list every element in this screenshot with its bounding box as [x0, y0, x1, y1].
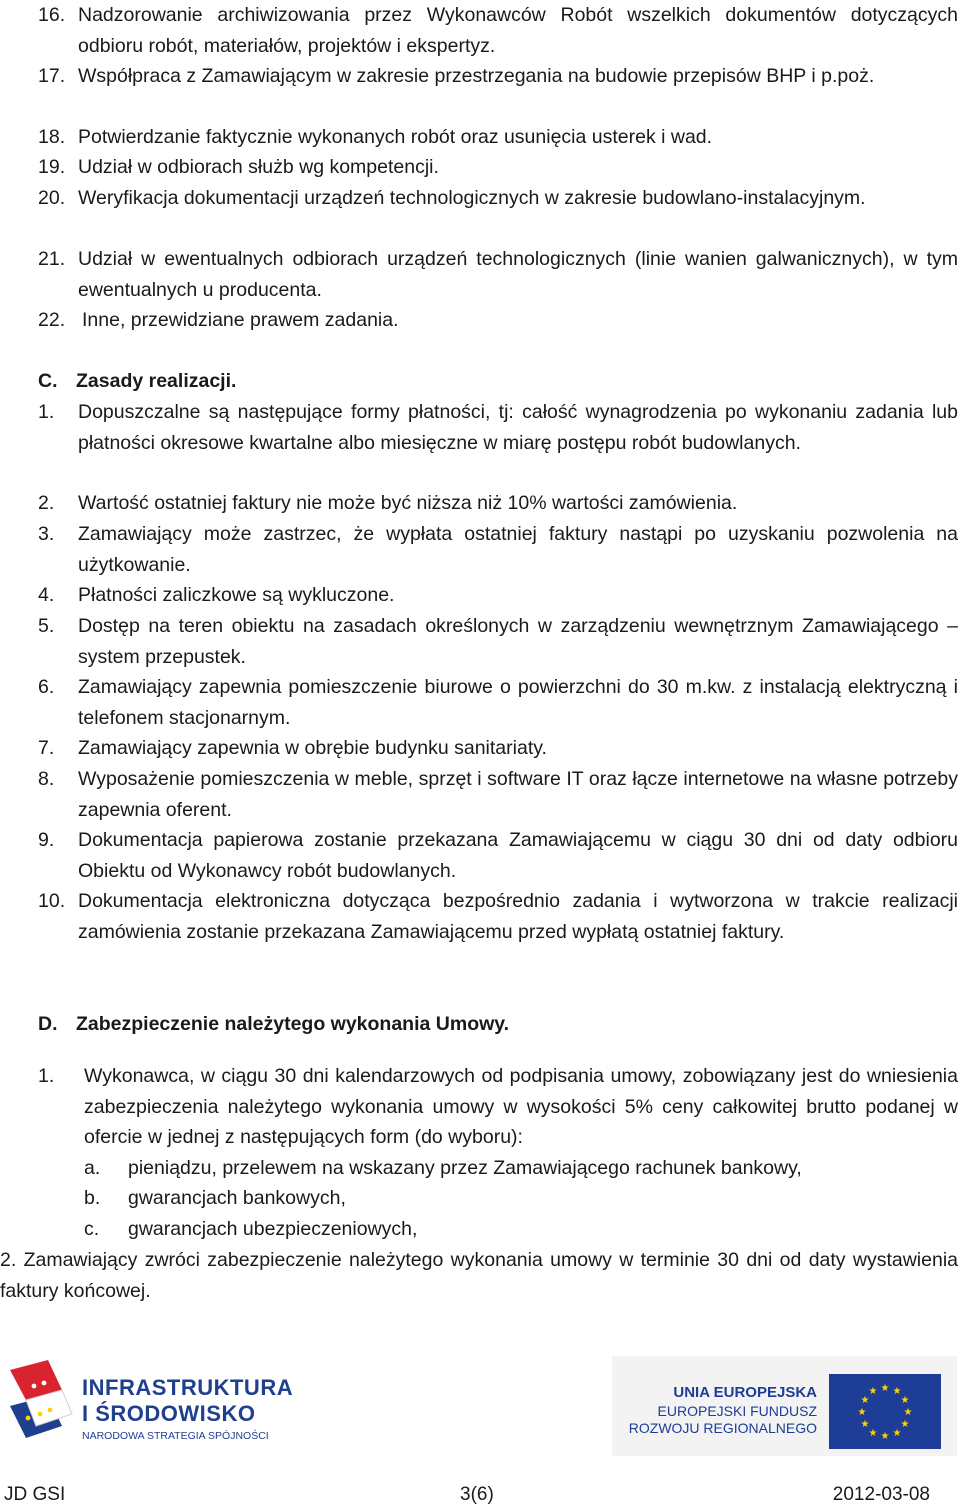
eu-flag-icon	[829, 1374, 941, 1449]
infrastruktura-srodowisko-logo	[6, 1356, 296, 1456]
list-number: 9.	[38, 829, 55, 851]
list-letter: c.	[84, 1218, 100, 1240]
unia-europejska-logo	[612, 1356, 957, 1456]
footer-page-number: 3(6)	[460, 1484, 494, 1505]
list-number: 4.	[38, 584, 55, 606]
list-item-20	[38, 183, 958, 214]
list-text: Weryfikacja dokumentacji urządzeń technologicznych w zakresie budowlano-instalacyjnym.	[78, 187, 866, 209]
list-number: 16.	[38, 4, 66, 26]
list-text: Wykonawca, w ciągu 30 dni kalendarzowych od podpisania umowy, zobowiązany jest do wniesienia zabezpieczenia należytego wykonania umowy w wysokości 5% ceny całkowitej brutto podanej w ofercie w jednej z następujących form (do wyboru):	[84, 1065, 958, 1148]
svg-text:★: ★	[868, 1428, 878, 1439]
c-item-5	[38, 611, 958, 672]
c-item-6	[38, 672, 958, 733]
list-number: 7.	[38, 737, 55, 759]
list-number: 1.	[38, 1065, 55, 1087]
list-text: Nadzorowanie archiwizowania przez Wykonawców Robót wszelkich dokumentów dotyczących odbioru robót, materiałów, projektów i ekspertyz.	[78, 4, 958, 57]
list-text: 2. Zamawiający zwróci zabezpieczenie należytego wykonania umowy w terminie 30 dni od daty wystawienia faktury końcowej.	[0, 1249, 958, 1302]
footer-left: JD GSI	[4, 1484, 66, 1505]
logo-right-line2: EUROPEJSKI FUNDUSZ	[657, 1403, 817, 1419]
list-number: 18.	[38, 126, 66, 148]
list-number: 22.	[38, 309, 66, 331]
svg-text:★: ★	[900, 1395, 910, 1406]
c-item-9	[38, 825, 958, 886]
list-number: 20.	[38, 187, 66, 209]
section-c-heading	[38, 366, 236, 397]
list-item-22	[38, 305, 958, 336]
svg-text:★: ★	[892, 1386, 902, 1397]
list-item-19	[38, 152, 958, 183]
svg-text:★: ★	[868, 1386, 878, 1397]
svg-text:★: ★	[880, 1431, 890, 1442]
logo-left-line2: I ŚRODOWISKO	[82, 1401, 256, 1426]
section-number: C.	[38, 370, 58, 392]
list-number: 1.	[38, 401, 55, 423]
eu-stars-icon	[829, 1374, 941, 1449]
c-item-7	[38, 733, 958, 764]
list-number: 6.	[38, 676, 55, 698]
section-d-heading	[38, 1009, 509, 1040]
c-item-4	[38, 580, 958, 611]
list-text: Dopuszczalne są następujące formy płatności, tj: całość wynagrodzenia po wykonaniu zadania lub płatności okresowe kwartalne albo miesięczne w miarę postępu robót budowlanych.	[78, 401, 958, 454]
list-text: Dostęp na teren obiektu na zasadach określonych w zarządzeniu wewnętrznym Zamawiającego – system przepustek.	[78, 615, 958, 668]
list-text: gwarancjach bankowych,	[128, 1187, 346, 1209]
d-subitem-b	[84, 1183, 958, 1214]
list-number: 19.	[38, 156, 66, 178]
list-item-21	[38, 244, 958, 305]
svg-text:★: ★	[900, 1419, 910, 1430]
list-number: 2.	[38, 492, 55, 514]
c-item-1	[38, 397, 958, 458]
list-number: 10.	[38, 890, 66, 912]
svg-text:★: ★	[903, 1407, 913, 1418]
c-item-10	[38, 886, 958, 947]
list-text: Wyposażenie pomieszczenia w meble, sprzęt i software IT oraz łącze internetowe na własne potrzeby zapewnia oferent.	[78, 768, 958, 821]
logo-right-line3: ROZWOJU REGIONALNEGO	[628, 1420, 817, 1436]
list-text: pieniądzu, przelewem na wskazany przez Zamawiającego rachunek bankowy,	[128, 1157, 802, 1179]
list-text: Potwierdzanie faktycznie wykonanych robót oraz usunięcia usterek i wad.	[78, 126, 713, 148]
list-letter: b.	[84, 1187, 101, 1209]
list-text: Dokumentacja elektroniczna dotycząca bezpośrednio zadania i wytworzona w trakcie realizacji zamówienia zostanie przekazana Zamawiającemu przed wypłatą ostatniej faktury.	[78, 890, 958, 943]
logo-left-line1: INFRASTRUKTURA	[82, 1375, 294, 1400]
list-text: Inne, przewidziane prawem zadania.	[82, 309, 399, 331]
list-item-17	[38, 61, 958, 92]
svg-text:★: ★	[880, 1383, 890, 1394]
d-subitem-a	[84, 1153, 958, 1184]
svg-text:★: ★	[892, 1428, 902, 1439]
list-number: 5.	[38, 615, 55, 637]
footer-date: 2012-03-08	[832, 1484, 930, 1505]
c-item-8	[38, 764, 958, 825]
list-text: Zamawiający może zastrzec, że wypłata ostatniej faktury nastąpi po uzyskaniu pozwolenia na użytkowanie.	[78, 523, 958, 576]
list-text: Dokumentacja papierowa zostanie przekazana Zamawiającemu w ciągu 30 dni od daty odbioru Obiektu od Wykonawcy robót budowlanych.	[78, 829, 958, 882]
list-item-16	[38, 0, 958, 61]
list-text: Wartość ostatniej faktury nie może być niższa niż 10% wartości zamówienia.	[78, 492, 738, 514]
d-item-1	[38, 1061, 958, 1153]
list-text: Udział w odbiorach służb wg kompetencji.	[78, 156, 439, 178]
section-title: Zabezpieczenie należytego wykonania Umowy.	[76, 1013, 510, 1035]
c-item-3	[38, 519, 958, 580]
list-number: 3.	[38, 523, 55, 545]
list-number: 8.	[38, 768, 55, 790]
svg-text:★: ★	[857, 1407, 867, 1418]
d-item-2	[0, 1245, 958, 1306]
logo-left-line3: NARODOWA STRATEGIA SPÓJNOŚCI	[82, 1430, 269, 1442]
c-item-2	[38, 488, 958, 519]
list-number: 21.	[38, 248, 66, 270]
list-number: 17.	[38, 65, 66, 87]
svg-text:★: ★	[860, 1419, 870, 1430]
list-text: Zamawiający zapewnia pomieszczenie biurowe o powierzchni do 30 m.kw. z instalacją elektryczną i telefonem stacjonarnym.	[78, 676, 958, 729]
list-letter: a.	[84, 1157, 101, 1179]
section-title: Zasady realizacji.	[76, 370, 237, 392]
svg-text:★: ★	[860, 1395, 870, 1406]
list-item-18	[38, 122, 958, 153]
list-text: Płatności zaliczkowe są wykluczone.	[78, 584, 395, 606]
section-number: D.	[38, 1013, 58, 1035]
list-text: Udział w ewentualnych odbiorach urządzeń technologicznych (linie wanien galwanicznych), w tym ewentualnych u producenta.	[78, 248, 958, 301]
list-text: Zamawiający zapewnia w obrębie budynku sanitariaty.	[78, 737, 547, 759]
list-text: gwarancjach ubezpieczeniowych,	[128, 1218, 418, 1240]
list-text: Współpraca z Zamawiającym w zakresie przestrzegania na budowie przepisów BHP i p.poż.	[78, 65, 875, 87]
logo-right-line1: UNIA EUROPEJSKA	[673, 1384, 817, 1401]
d-subitem-c	[84, 1214, 958, 1245]
